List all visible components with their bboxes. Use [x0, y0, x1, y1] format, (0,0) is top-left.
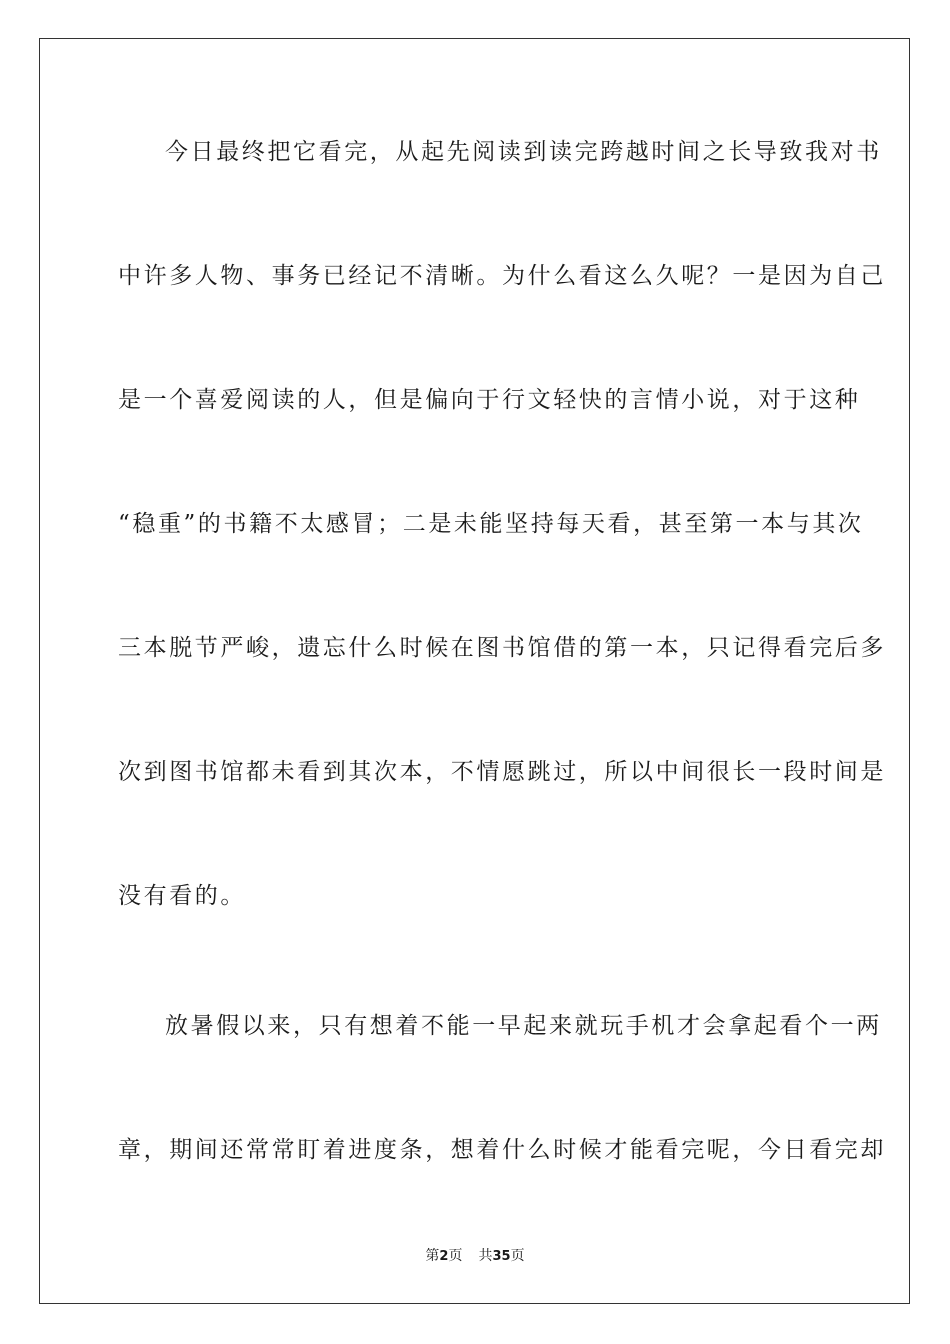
paragraph-1-line-1: 今日最终把它看完，从起先阅读到读完跨越时间之长导致我对书 [165, 139, 882, 165]
paragraph-1-line-4: “稳重”的书籍不太感冒；二是未能坚持每天看，甚至第一本与其次 [118, 511, 864, 537]
paragraph-2-line-1: 放暑假以来，只有想着不能一早起来就玩手机才会拿起看个一两 [165, 1013, 882, 1039]
paragraph-1-line-7: 没有看的。 [118, 883, 246, 909]
page-suffix: 页 [448, 1248, 463, 1264]
paragraph-1-line-5: 三本脱节严峻，遗忘什么时候在图书馆借的第一本，只记得看完后多 [118, 635, 886, 661]
total-suffix: 页 [510, 1248, 525, 1264]
paragraph-2-line-2: 章，期间还常常盯着进度条，想着什么时候才能看完呢，今日看完却 [118, 1137, 886, 1163]
page-border [39, 38, 910, 1304]
paragraph-1-line-6: 次到图书馆都未看到其次本，不情愿跳过，所以中间很长一段时间是 [118, 759, 886, 785]
paragraph-1-line-3: 是一个喜爱阅读的人，但是偏向于行文轻快的言情小说，对于这种 [118, 387, 861, 413]
total-pages: 35 [492, 1249, 511, 1264]
total-prefix: 共 [478, 1248, 493, 1264]
page-number: 2 [439, 1249, 449, 1264]
paragraph-1-line-2: 中许多人物、事务已经记不清晰。为什么看这么久呢？一是因为自己 [118, 263, 886, 289]
page-footer [0, 1247, 950, 1266]
page-prefix: 第 [425, 1248, 440, 1264]
